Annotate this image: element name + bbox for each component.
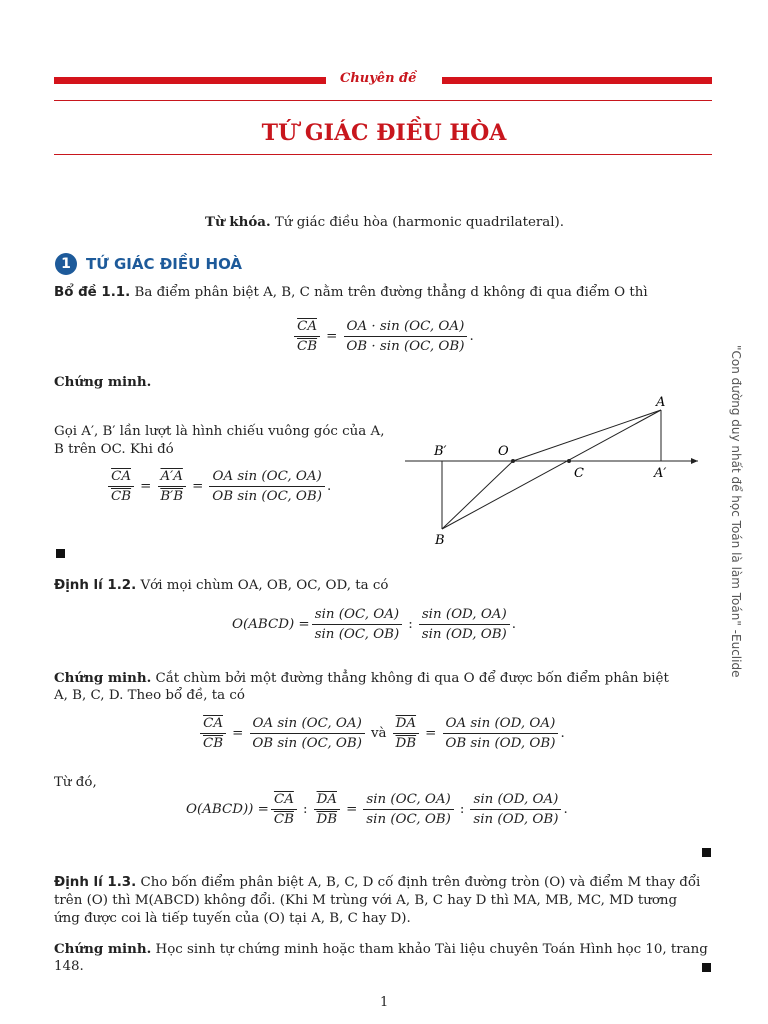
proof2-e2-fraction (313, 791, 340, 828)
proof1-fraction-1 (108, 468, 134, 505)
title-top-rule (54, 100, 712, 101)
proof2-e1-fraction (271, 791, 297, 828)
proof2-text1: Cắt chùm bởi một đường thẳng không đi qua O để được bốn điểm phân biệt (155, 671, 669, 686)
proof3-label: Chứng minh. (54, 941, 152, 957)
segment-b-a (442, 410, 661, 529)
theorem13-line2: trên (O) thì M(ABCD) không đổi. (Khi M trùng với A, B, C hay D thì MA, MB, MC, MD tương (54, 893, 678, 908)
proof2-equation-1: $\frac{\overline{CA}}{CB}$ = $\frac{\text{OA sin (OC, OA)}}{\text{OB sin (OC, OB)}}$ và $\frac{\overline{DA}}{DB}$ = $\frac{\text{OA sin (OD, OA)}}{\text{OB sin (OD, OB)}}$ . (198, 715, 565, 752)
section-title: TỨ GIÁC ĐIỀU HOÀ (86, 255, 243, 273)
lemma-rhs-num: OA · sin (OC, OA) (344, 318, 468, 337)
proof1-f1-den: CB (111, 489, 132, 504)
proof2-a-fraction (200, 715, 226, 752)
proof1-line2: B trên OC. Khi đó (54, 442, 174, 457)
theorem13-label: Định lí 1.3. (54, 875, 137, 890)
lemma-lhs-den: CB (297, 339, 318, 354)
header-bar-left (54, 77, 326, 84)
geometry-figure (400, 390, 705, 550)
proof2-c-fraction (393, 715, 420, 752)
proof1-f3-den: OB sin (OC, OB) (212, 489, 322, 504)
theorem12-f2-num: sin (OD, OA) (419, 606, 510, 625)
header-bar-right (442, 77, 712, 84)
proof2-b-den: OB sin (OC, OB) (252, 736, 362, 751)
proof1-f1-num: $\overline{CA}$ (108, 468, 134, 487)
proof2-d-den: OB sin (OD, OB) (445, 736, 556, 751)
point-o (511, 459, 515, 463)
lemma-text: Ba điểm phân biệt A, B, C nằm trên đường thẳng d không đi qua điểm O thì (134, 285, 648, 300)
proof1-line1: Gọi A′, B′ lần lượt là hình chiếu vuông góc của A, (54, 424, 385, 439)
theorem12-lhs: O(ABCD) = (232, 617, 310, 632)
proof2-c-den: DB (395, 736, 417, 751)
proof3-qed-square (702, 963, 711, 972)
proof2-b-fraction (249, 715, 365, 752)
proof2-e3-fraction (363, 791, 454, 828)
proof2-d-num: OA sin (OD, OA) (443, 715, 559, 734)
proof1-fraction-3 (209, 468, 325, 505)
theorem12-label: Định lí 1.2. (54, 578, 137, 593)
proof2-e1-num: $\overline{CA}$ (271, 791, 297, 810)
label-a: A (656, 395, 666, 410)
side-quote: "Con đường duy nhất để học Toán là làm Toán" -Euclide (729, 345, 743, 678)
proof3-line1 (54, 939, 708, 960)
label-b: B (435, 533, 445, 548)
proof2-e4-num: sin (OD, OA) (470, 791, 561, 810)
proof2-equation-2: O(ABCD)) = $\frac{\overline{CA}}{CB}$ : $\frac{\overline{DA}}{DB}$ = $\frac{\sin (OC, OA)}{\sin (OC, OB)}$ : $\frac{\sin (OD, OA)}{\sin (OD, OB)}$ . (186, 792, 568, 827)
proof2-a-den: CB (203, 736, 224, 751)
proof2-c-num: $\overline{DA}$ (393, 715, 419, 734)
theorem13-line1 (54, 873, 700, 893)
proof2-qed-square (702, 848, 711, 857)
lemma-equation: $\frac{\overline{CA}}{CB}$ = $\frac{OA \cdot \sin (OC, OA)}{OB \cdot \sin (OC, OB)}$ . (292, 318, 474, 355)
lemma-label: Bổ đề 1.1. (54, 285, 131, 300)
proof1-qed-square (56, 549, 65, 558)
proof2-tudo: Từ đó, (54, 775, 97, 790)
proof1-f2-den: B′B (160, 489, 184, 504)
proof2-a-num: $\overline{CA}$ (200, 715, 226, 734)
theorem13-line3: ứng được coi là tiếp tuyến của (O) tại A, B, C hay D). (54, 911, 411, 926)
label-c: C (574, 466, 584, 481)
proof1-label: Chứng minh. (54, 374, 152, 390)
theorem12-fraction-2 (419, 606, 510, 643)
proof2-label: Chứng minh. (54, 670, 152, 686)
section-number-badge: 1 (55, 253, 77, 275)
proof2-e4-fraction (470, 791, 561, 828)
label-o: O (498, 444, 509, 459)
lemma-statement (54, 283, 648, 303)
proof1-fraction-2 (157, 468, 186, 505)
proof2-e4-den: sin (OD, OB) (473, 812, 559, 827)
proof1-f3-num: OA sin (OC, OA) (209, 468, 324, 487)
theorem12-statement (54, 576, 388, 596)
segment-o-a (513, 410, 661, 461)
theorem12-f1-num: sin (OC, OA) (312, 606, 402, 625)
proof2-e1-den: CB (273, 812, 294, 827)
keywords-line (205, 214, 564, 230)
proof1-f2-num: A′A (158, 468, 186, 487)
lemma-rhs-fraction (343, 318, 467, 355)
point-c (567, 459, 571, 463)
page-title: TỨ GIÁC ĐIỀU HÒA (261, 120, 507, 146)
proof3-line2: 148. (54, 959, 84, 974)
proof2-b-num: OA sin (OC, OA) (250, 715, 365, 734)
lemma-rhs-den: OB · sin (OC, OB) (346, 339, 465, 354)
proof2-e3-num: sin (OC, OA) (363, 791, 453, 810)
theorem12-f1-den: sin (OC, OB) (314, 627, 400, 642)
segment-b-o (442, 461, 513, 529)
proof2-e3-den: sin (OC, OB) (366, 812, 451, 827)
proof2-lhs: O(ABCD)) = (186, 802, 269, 817)
proof2-line2: A, B, C, D. Theo bổ đề, ta có (54, 688, 245, 703)
proof2-e2-den: DB (316, 812, 338, 827)
line-oc-arrow (691, 458, 698, 464)
proof3-text1: Học sinh tự chứng minh hoặc tham khảo Tài liệu chuyên Toán Hình học 10, trang (155, 942, 708, 957)
theorem12-fraction-1 (312, 606, 403, 643)
lemma-lhs-fraction (294, 318, 320, 355)
proof2-conjunction: và (370, 726, 387, 741)
keywords-label: Từ khóa. (205, 214, 271, 230)
page-number: 1 (380, 995, 389, 1010)
title-bottom-rule (54, 154, 712, 155)
label-b-prime: B′ (434, 444, 447, 459)
proof2-d-fraction (442, 715, 558, 752)
proof1-equation: $\frac{\overline{CA}}{CB}$ = $\frac{A'A}{B'B}$ = $\frac{\text{OA sin (OC, OA)}}{\text{OB sin (OC, OB)}}$ . (106, 468, 331, 505)
proof2-e2-num: $\overline{DA}$ (314, 791, 340, 810)
label-a-prime: A′ (654, 466, 667, 481)
theorem13-text1: Cho bốn điểm phân biệt A, B, C, D cố định trên đường tròn (O) và điểm M thay đổi (140, 875, 701, 890)
topic-label: Chuyên đề (340, 71, 417, 86)
theorem12-text: Với mọi chùm OA, OB, OC, OD, ta có (140, 578, 389, 593)
keywords-text: Tứ giác điều hòa (harmonic quadrilateral). (274, 215, 565, 230)
theorem12-f2-den: sin (OD, OB) (421, 627, 507, 642)
theorem12-equation: O(ABCD) = $\frac{\sin (OC, OA)}{\sin (OC, OB)}$ : $\frac{\sin (OD, OA)}{\sin (OD, OB)}$ . (232, 607, 517, 642)
lemma-lhs-num: $\overline{CA}$ (294, 318, 320, 337)
